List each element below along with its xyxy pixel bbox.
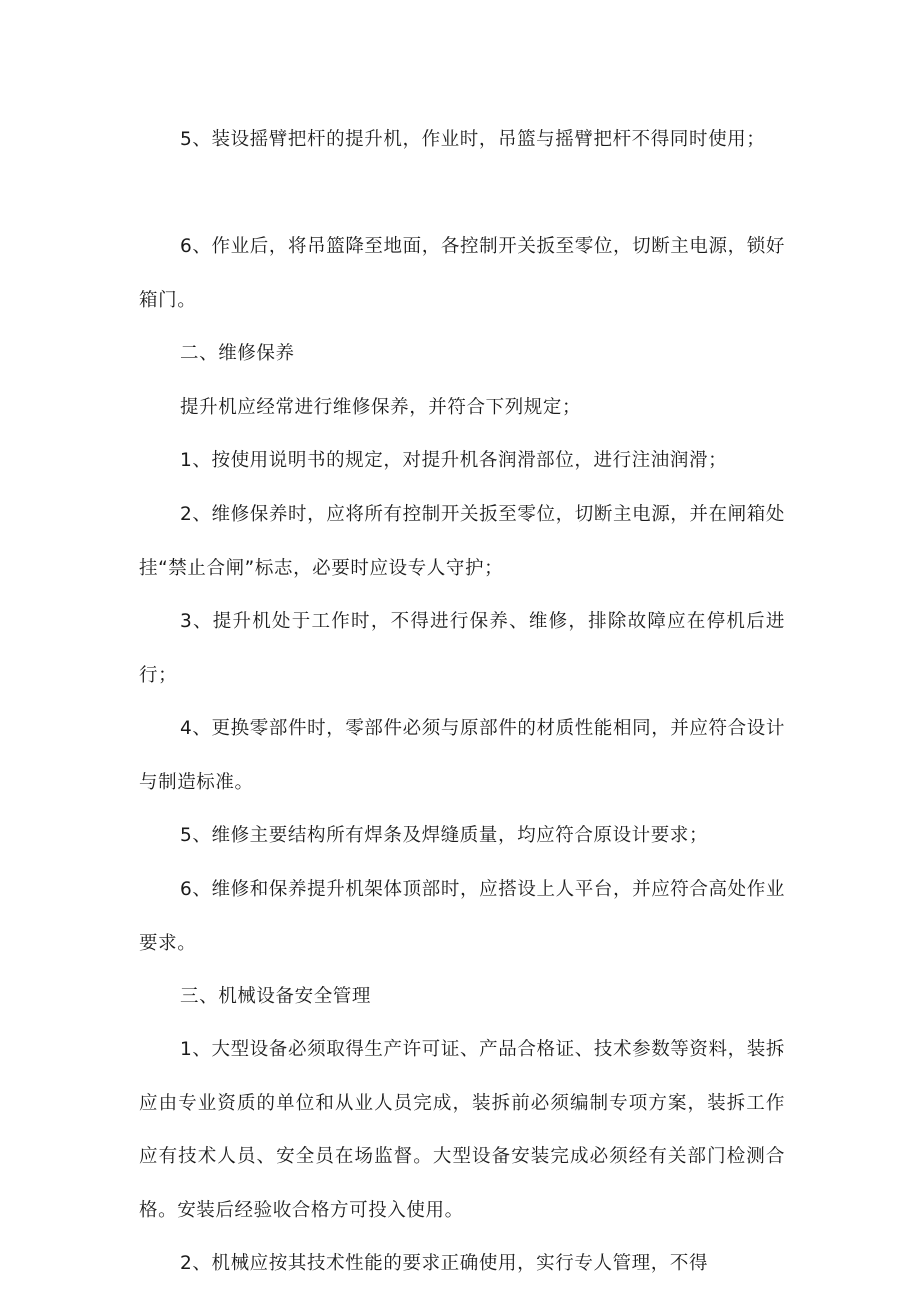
- paragraph-maintenance-item-5: 5、维修主要结构所有焊条及焊缝质量，均应符合原设计要求；: [180, 825, 709, 846]
- section-heading-equipment-safety: 三、机械设备安全管理: [180, 986, 372, 1007]
- paragraph-maintenance-item-6: 6、维修和保养提升机架体顶部时，应搭设上人平台，并应符合高处作业要求。: [139, 879, 785, 954]
- section-heading-maintenance: 二、维修保养: [180, 343, 295, 364]
- paragraph-maintenance-item-3: 3、提升机处于工作时，不得进行保养、维修，排除故障应在停机后进行；: [139, 611, 785, 686]
- paragraph-equipment-item-2: 2、机械应按其技术性能的要求正确使用，实行专人管理，不得: [180, 1253, 709, 1274]
- paragraph-equipment-item-1: 1、大型设备必须取得生产许可证、产品合格证、技术参数等资料，装拆应由专业资质的单位和从业人员完成，装拆前必须编制专项方案，装拆工作应有技术人员、安全员在场监督。大型设备安装完成必须经有关部门检测合格。安装后经验收合格方可投入使用。: [139, 1039, 785, 1221]
- paragraph-maintenance-item-1: 1、按使用说明书的规定，对提升机各润滑部位，进行注油润滑；: [180, 450, 728, 471]
- paragraph-maintenance-intro: 提升机应经常进行维修保养，并符合下列规定；: [180, 397, 582, 418]
- paragraph-item-5-rocker-arm: 5、装设摇臂把杆的提升机，作业时，吊篮与摇臂把杆不得同时使用；: [180, 129, 766, 150]
- paragraph-maintenance-item-2: 2、维修保养时，应将所有控制开关扳至零位，切断主电源，并在闸箱处挂“禁止合闸”标志，必要时应设专人守护；: [139, 504, 785, 579]
- paragraph-item-6-after-work: 6、作业后，将吊篮降至地面，各控制开关扳至零位，切断主电源，锁好箱门。: [139, 236, 785, 311]
- paragraph-maintenance-item-4: 4、更换零部件时，零部件必须与原部件的材质性能相同，并应符合设计与制造标准。: [139, 718, 785, 793]
